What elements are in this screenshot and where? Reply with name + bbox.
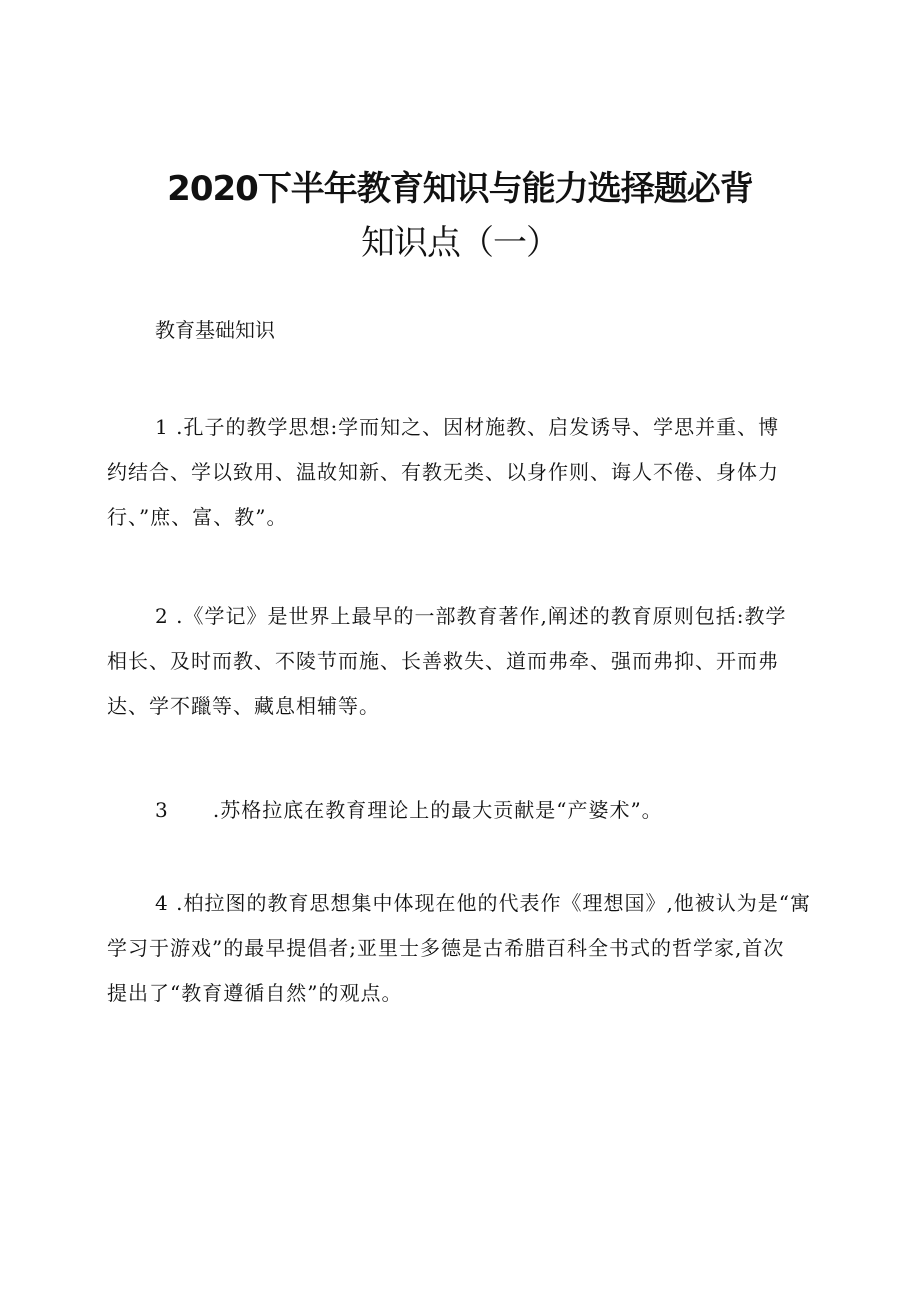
paragraph-line: 相长、及时而教、不陵节而施、长善救失、道而弗牵、强而弗抑、开而弗 [107,649,779,673]
paragraph-line: 1 .孔子的教学思想:学而知之、因材施教、启发诱导、学思并重、博 [155,415,780,439]
paragraph-line: 提出了“教育遵循自然”的观点。 [107,981,403,1005]
paragraph-line: 2 .《学记》是世界上最早的一部教育著作,阐述的教育原则包括:教学 [155,604,787,628]
paragraph-line: 约结合、学以致用、温故知新、有教无类、以身作则、诲人不倦、身体力 [107,460,779,484]
paragraph-line: 达、学不躐等、藏息相辅等。 [107,694,380,718]
section-heading: 教育基础知识 [155,318,275,342]
paragraph-line: 学习于游戏”的最早提倡者;亚里士多德是古希腊百科全书式的哲学家,首次 [107,936,785,960]
paragraph-4 [107,881,827,1016]
paragraph-3 [107,788,827,833]
paragraph-line: 行、”庶、富、教”。 [107,505,288,529]
paragraph-1 [107,405,827,540]
document-title-line-1: 2020下半年教育知识与能力选择题必背 [167,169,753,209]
paragraph-line: 3 .苏格拉底在教育理论上的最大贡献是“产婆术”。 [155,798,663,822]
paragraph-line: 4 .柏拉图的教育思想集中体现在他的代表作《理想国》,他被认为是“寓 [155,891,812,915]
paragraph-2 [107,594,827,729]
document-title-line-2: 知识点（一） [361,223,559,263]
